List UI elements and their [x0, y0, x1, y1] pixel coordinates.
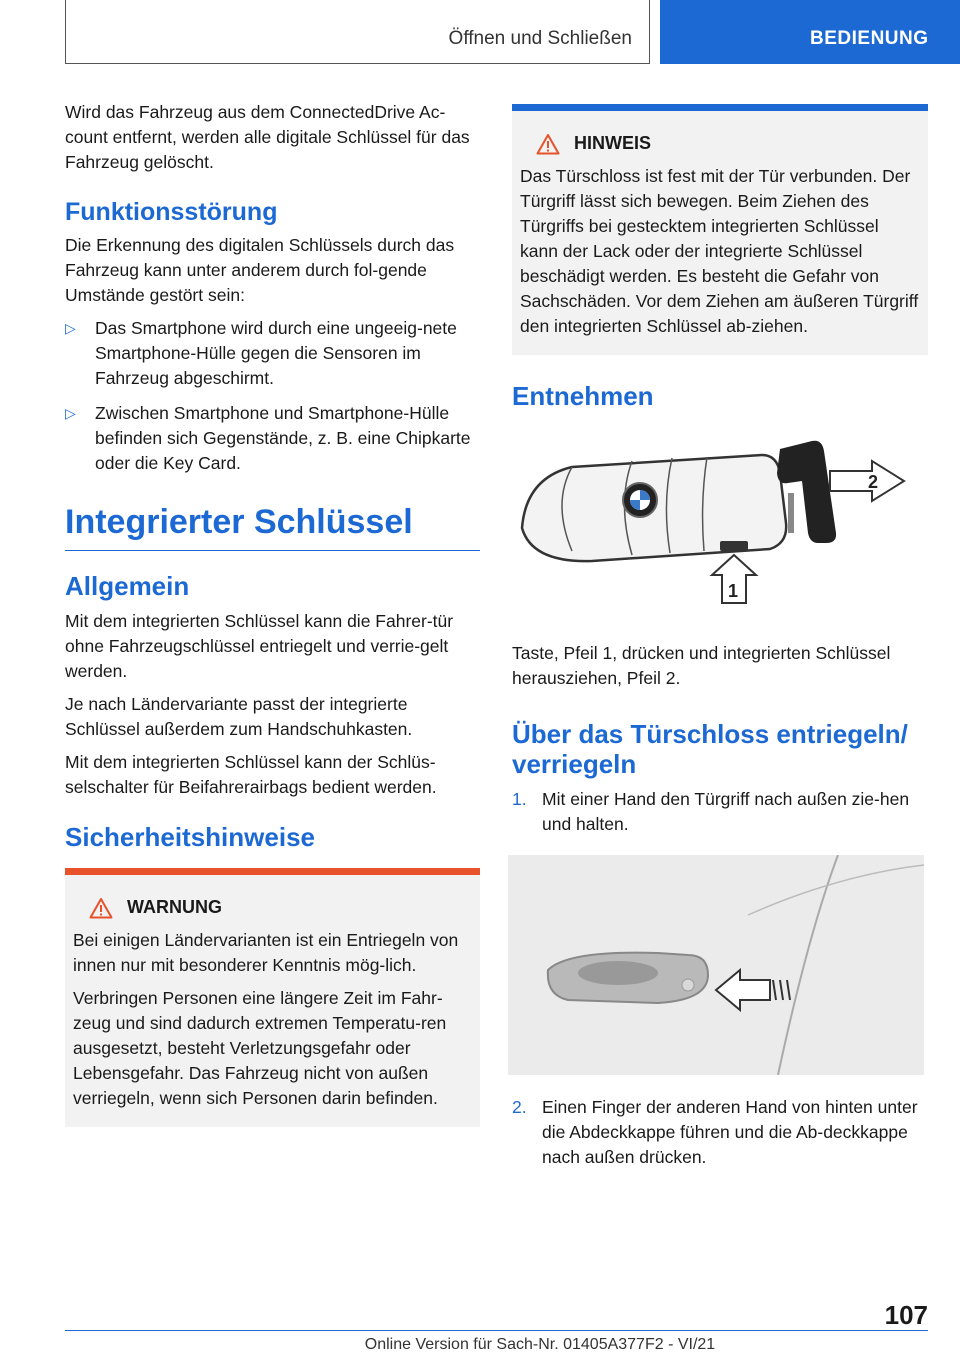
header-chapter-tab[interactable]: BEDIENUNG [660, 0, 960, 64]
page-number: 107 [884, 1300, 928, 1330]
list-item [65, 316, 480, 391]
step-text: Einen Finger der anderen Hand von hinten unter die Abdeckkappe führen und die Ab-deckkappe nach außen drücken. [542, 1097, 918, 1167]
sicherheit-heading: Sicherheitshinweise [65, 822, 315, 852]
warning-title: WARNUNG [127, 897, 222, 917]
note-title-row [536, 131, 920, 156]
arrow-2-icon [830, 461, 904, 501]
header-section-title: Öffnen und Schließen [448, 28, 632, 49]
list-item-text: Das Smartphone wird durch eine ungeeig-nete Smartphone-Hülle gegen die Sensoren im Fahrzeug abgeschirmt. [95, 318, 457, 388]
note-title: HINWEIS [574, 133, 652, 153]
left-column [65, 100, 480, 1127]
right-column [512, 104, 928, 1178]
note-box [512, 104, 928, 355]
allgemein-paragraph: Je nach Ländervariante passt der integrierte Schlüssel außerdem zum Handschuhkasten. [65, 694, 413, 739]
allgemein-paragraph: Mit dem integrierten Schlüssel kann der Schlüs-selschalter für Beifahrerairbags bedient werden. [65, 752, 437, 797]
arrow-2-label: 2 [868, 472, 879, 492]
warning-triangle-icon [89, 897, 113, 919]
warning-box [65, 868, 480, 1127]
allgemein-heading: Allgemein [65, 571, 190, 601]
bullet-triangle-icon: ▷ [65, 405, 76, 421]
bullet-triangle-icon: ▷ [65, 320, 76, 336]
list-item [512, 787, 928, 837]
list-item [512, 1095, 928, 1170]
arrow-1-label: 1 [728, 581, 739, 601]
note-paragraph: Das Türschloss ist fest mit der Tür verbunden. Der Türgriff lässt sich bewegen. Beim Ziehen des Türgriffs bei gestecktem integrierten Schlüssel kann der Lack oder der integrierte Schlüssel beschädigt werden. Es besteht die Gefahr von Sachschäden. Vor dem Ziehen am äußeren Türgriff den integrierten Schlüssel ab-ziehen. [520, 166, 919, 336]
entnehmen-heading: Entnehmen [512, 381, 654, 411]
step-number: 1. [512, 789, 527, 809]
step-text: Mit einer Hand den Türgriff nach außen zie-hen und halten. [542, 789, 910, 834]
main-heading: Integrierter Schlüssel [65, 502, 480, 551]
allgemein-paragraph: Mit dem integrierten Schlüssel kann die Fahrer-tür ohne Fahrzeugschlüssel entriegelt und verrie-gelt werden. [65, 611, 454, 681]
intro-paragraph: Wird das Fahrzeug aus dem ConnectedDrive Ac-count entfernt, werden alle digitale Schlüssel für das Fahrzeug gelöscht. [65, 102, 470, 172]
key-removal-illustration [512, 433, 928, 623]
warning-paragraph: Bei einigen Ländervarianten ist ein Entriegeln von innen nur mit besonderer Kenntnis mög-lich. [73, 930, 459, 975]
step-number: 2. [512, 1097, 527, 1117]
door-handle-illustration [508, 855, 924, 1075]
footer-version-text: Online Version für Sach-Nr. 01405A377F2 - VI/21 [364, 1336, 716, 1353]
warning-triangle-icon [536, 133, 560, 155]
release-button [720, 541, 748, 551]
funktion-paragraph: Die Erkennung des digitalen Schlüssels durch das Fahrzeug kann unter anderem durch fol-gende Umstände gestört sein: [65, 235, 455, 305]
funktion-heading: Funktionsstörung [65, 198, 278, 226]
tuerschloss-heading: Über das Türschloss entriegeln/ verriegeln [512, 719, 908, 779]
list-item [65, 401, 480, 476]
list-item-text: Zwischen Smartphone und Smartphone-Hülle befinden sich Gegenstände, z. B. eine Chipkarte oder die Key Card. [95, 403, 471, 473]
warning-title-row [89, 895, 472, 920]
warning-paragraph: Verbringen Personen eine längere Zeit im Fahr-zeug und sind dadurch extremen Temperatu-ren ausgesetzt, besteht Verletzungsgefahr oder Lebensgefahr. Das Fahrzeug nicht von außen verriegeln, wenn sich Personen darin befinden. [73, 988, 447, 1108]
entnehmen-paragraph: Taste, Pfeil 1, drücken und integrierten Schlüssel herausziehen, Pfeil 2. [512, 643, 891, 688]
footer-divider [65, 1330, 928, 1331]
